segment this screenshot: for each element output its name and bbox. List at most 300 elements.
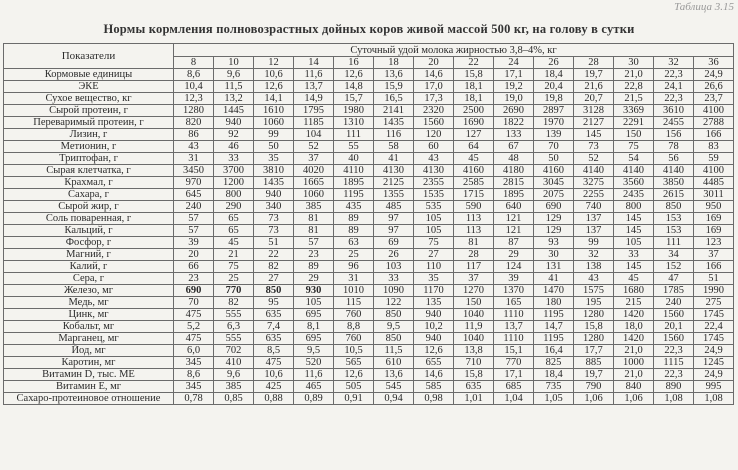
table-row — [4, 261, 734, 273]
value-cell: 0,89 — [294, 393, 334, 405]
value-cell: 0,98 — [414, 393, 454, 405]
value-cell: 475 — [174, 309, 214, 321]
value-cell: 1090 — [374, 285, 414, 297]
value-cell: 1,06 — [574, 393, 614, 405]
value-cell: 33 — [374, 273, 414, 285]
table-row — [4, 321, 734, 333]
value-cell: 22,3 — [654, 93, 694, 105]
value-cell: 57 — [174, 225, 214, 237]
value-cell: 56 — [654, 153, 694, 165]
value-cell: 50 — [254, 141, 294, 153]
value-cell: 1170 — [414, 285, 454, 297]
value-cell: 124 — [494, 261, 534, 273]
indicator-name: Кормовые единицы — [4, 69, 174, 81]
value-cell: 1420 — [614, 333, 654, 345]
value-cell: 950 — [694, 201, 734, 213]
value-cell: 29 — [294, 273, 334, 285]
yield-header-cell: 32 — [654, 57, 694, 69]
value-cell: 75 — [414, 237, 454, 249]
value-cell: 4130 — [414, 165, 454, 177]
value-cell: 145 — [614, 213, 654, 225]
value-cell: 1040 — [454, 333, 494, 345]
yield-header-cell: 8 — [174, 57, 214, 69]
value-cell: 240 — [174, 201, 214, 213]
value-cell: 26 — [374, 249, 414, 261]
value-cell: 2125 — [374, 177, 414, 189]
value-cell: 2320 — [414, 105, 454, 117]
value-cell: 30 — [534, 249, 574, 261]
value-cell: 475 — [254, 357, 294, 369]
value-cell: 970 — [174, 177, 214, 189]
value-cell: 65 — [214, 213, 254, 225]
value-cell: 485 — [374, 201, 414, 213]
value-cell: 215 — [614, 297, 654, 309]
value-cell: 123 — [694, 237, 734, 249]
value-cell: 6,3 — [214, 321, 254, 333]
value-cell: 92 — [214, 129, 254, 141]
value-cell: 385 — [294, 201, 334, 213]
value-cell: 13,7 — [494, 321, 534, 333]
table-row — [4, 213, 734, 225]
value-cell: 95 — [254, 297, 294, 309]
value-cell: 145 — [614, 261, 654, 273]
indicator-name: Кобальт, мг — [4, 321, 174, 333]
table-row — [4, 369, 734, 381]
value-cell: 1195 — [534, 309, 574, 321]
value-cell: 127 — [454, 129, 494, 141]
value-cell: 33 — [614, 249, 654, 261]
value-cell: 385 — [214, 381, 254, 393]
value-cell: 47 — [654, 273, 694, 285]
indicator-name: Витамин D, тыс. МЕ — [4, 369, 174, 381]
value-cell: 11,5 — [214, 81, 254, 93]
table-title: Нормы кормления полновозрастных дойных коров живой массой 500 кг, на голову в сутки — [103, 22, 635, 36]
value-cell: 1745 — [694, 333, 734, 345]
value-cell: 14,7 — [534, 321, 574, 333]
table-row — [4, 273, 734, 285]
value-cell: 1355 — [374, 189, 414, 201]
value-cell: 18,4 — [534, 69, 574, 81]
table-row — [4, 381, 734, 393]
value-cell: 800 — [614, 201, 654, 213]
value-cell: 885 — [574, 357, 614, 369]
value-cell: 115 — [334, 297, 374, 309]
value-cell: 145 — [574, 129, 614, 141]
value-cell: 8,6 — [174, 69, 214, 81]
value-cell: 57 — [294, 237, 334, 249]
value-cell: 9,6 — [214, 69, 254, 81]
table-row — [4, 177, 734, 189]
value-cell: 21,5 — [614, 93, 654, 105]
value-cell: 89 — [334, 213, 374, 225]
value-cell: 150 — [454, 297, 494, 309]
value-cell: 37 — [294, 153, 334, 165]
value-cell: 83 — [694, 141, 734, 153]
value-cell: 7,4 — [254, 321, 294, 333]
value-cell: 1435 — [254, 177, 294, 189]
value-cell: 345 — [174, 357, 214, 369]
value-cell: 137 — [574, 213, 614, 225]
value-cell: 73 — [254, 213, 294, 225]
value-cell: 1822 — [494, 117, 534, 129]
table-row — [4, 393, 734, 405]
value-cell: 23,7 — [694, 93, 734, 105]
value-cell: 940 — [414, 309, 454, 321]
value-cell: 6,0 — [174, 345, 214, 357]
value-cell: 27 — [254, 273, 294, 285]
value-cell: 585 — [414, 381, 454, 393]
value-cell: 22 — [254, 249, 294, 261]
indicator-name: Марганец, мг — [4, 333, 174, 345]
value-cell: 20,1 — [654, 321, 694, 333]
indicator-name: Сахаро-протеиновое отношение — [4, 393, 174, 405]
value-cell: 131 — [534, 261, 574, 273]
value-cell: 139 — [534, 129, 574, 141]
value-cell: 21 — [214, 249, 254, 261]
value-cell: 96 — [334, 261, 374, 273]
yield-header-cell: 14 — [294, 57, 334, 69]
value-cell: 0,85 — [214, 393, 254, 405]
table-row — [4, 201, 734, 213]
table-row — [4, 249, 734, 261]
table-row — [4, 309, 734, 321]
value-cell: 73 — [254, 225, 294, 237]
value-cell: 17,7 — [574, 345, 614, 357]
value-cell: 13,6 — [374, 69, 414, 81]
value-cell: 117 — [454, 261, 494, 273]
table-row — [4, 105, 734, 117]
value-cell: 138 — [574, 261, 614, 273]
value-cell: 4160 — [534, 165, 574, 177]
value-cell: 940 — [254, 189, 294, 201]
value-cell: 39 — [174, 237, 214, 249]
value-cell: 12,6 — [254, 81, 294, 93]
value-cell: 75 — [614, 141, 654, 153]
value-cell: 1420 — [614, 309, 654, 321]
value-cell: 1895 — [334, 177, 374, 189]
value-cell: 37 — [454, 273, 494, 285]
value-cell: 86 — [174, 129, 214, 141]
value-cell: 645 — [174, 189, 214, 201]
value-cell: 18,1 — [454, 81, 494, 93]
value-cell: 43 — [574, 273, 614, 285]
indicator-name: Фосфор, г — [4, 237, 174, 249]
value-cell: 2075 — [534, 189, 574, 201]
value-cell: 5,2 — [174, 321, 214, 333]
value-cell: 70 — [174, 297, 214, 309]
value-cell: 45 — [614, 273, 654, 285]
value-cell: 1060 — [294, 189, 334, 201]
indicator-name: Сырой протеин, г — [4, 105, 174, 117]
value-cell: 81 — [294, 225, 334, 237]
value-cell: 105 — [294, 297, 334, 309]
yield-header-cell: 26 — [534, 57, 574, 69]
value-cell: 2500 — [454, 105, 494, 117]
value-cell: 12,3 — [174, 93, 214, 105]
value-cell: 166 — [694, 129, 734, 141]
value-cell: 73 — [574, 141, 614, 153]
value-cell: 22,4 — [694, 321, 734, 333]
value-cell: 105 — [414, 213, 454, 225]
value-cell: 153 — [654, 225, 694, 237]
value-cell: 150 — [614, 129, 654, 141]
value-cell: 41 — [374, 153, 414, 165]
value-cell: 52 — [574, 153, 614, 165]
value-cell: 195 — [574, 297, 614, 309]
value-cell: 635 — [254, 333, 294, 345]
value-cell: 46 — [214, 141, 254, 153]
value-cell: 690 — [174, 285, 214, 297]
value-cell: 1110 — [494, 333, 534, 345]
value-cell: 69 — [374, 237, 414, 249]
value-cell: 16,5 — [374, 93, 414, 105]
table-row — [4, 69, 734, 81]
value-cell: 15,8 — [574, 321, 614, 333]
value-cell: 24,1 — [654, 81, 694, 93]
value-cell: 27 — [414, 249, 454, 261]
value-cell: 850 — [254, 285, 294, 297]
indicator-name: Сера, г — [4, 273, 174, 285]
value-cell: 590 — [454, 201, 494, 213]
value-cell: 1785 — [654, 285, 694, 297]
value-cell: 2291 — [614, 117, 654, 129]
table-row — [4, 285, 734, 297]
value-cell: 340 — [254, 201, 294, 213]
value-cell: 8,8 — [334, 321, 374, 333]
value-cell: 1185 — [294, 117, 334, 129]
value-cell: 4140 — [614, 165, 654, 177]
value-cell: 2127 — [574, 117, 614, 129]
value-cell: 75 — [214, 261, 254, 273]
value-cell: 740 — [574, 201, 614, 213]
value-cell: 22,3 — [654, 345, 694, 357]
value-cell: 59 — [694, 153, 734, 165]
value-cell: 23 — [174, 273, 214, 285]
value-cell: 22,3 — [654, 369, 694, 381]
value-cell: 565 — [334, 357, 374, 369]
value-cell: 81 — [454, 237, 494, 249]
value-cell: 156 — [654, 129, 694, 141]
value-cell: 0,78 — [174, 393, 214, 405]
value-cell: 19,7 — [574, 369, 614, 381]
yield-header-cell: 22 — [454, 57, 494, 69]
yield-header-cell: 36 — [694, 57, 734, 69]
value-cell: 410 — [214, 357, 254, 369]
value-cell: 166 — [694, 261, 734, 273]
value-cell: 10,6 — [254, 369, 294, 381]
value-cell: 153 — [654, 213, 694, 225]
value-cell: 113 — [454, 225, 494, 237]
table-row — [4, 225, 734, 237]
value-cell: 67 — [494, 141, 534, 153]
value-cell: 850 — [374, 333, 414, 345]
indicator-name: Соль поваренная, г — [4, 213, 174, 225]
value-cell: 2815 — [494, 177, 534, 189]
value-cell: 14,1 — [254, 93, 294, 105]
value-cell: 0,91 — [334, 393, 374, 405]
value-cell: 19,0 — [494, 93, 534, 105]
value-cell: 111 — [654, 237, 694, 249]
value-cell: 51 — [254, 237, 294, 249]
value-cell: 3128 — [574, 105, 614, 117]
value-cell: 4140 — [574, 165, 614, 177]
value-cell: 4100 — [694, 105, 734, 117]
table-row — [4, 297, 734, 309]
value-cell: 435 — [334, 201, 374, 213]
value-cell: 1560 — [654, 309, 694, 321]
value-cell: 790 — [574, 381, 614, 393]
value-cell: 702 — [214, 345, 254, 357]
value-cell: 4130 — [374, 165, 414, 177]
value-cell: 64 — [454, 141, 494, 153]
value-cell: 13,2 — [214, 93, 254, 105]
value-cell: 17,1 — [494, 369, 534, 381]
table-row — [4, 93, 734, 105]
value-cell: 3045 — [534, 177, 574, 189]
yield-header-cell: 10 — [214, 57, 254, 69]
value-cell: 14,8 — [334, 81, 374, 93]
value-cell: 555 — [214, 309, 254, 321]
value-cell: 3011 — [694, 189, 734, 201]
value-cell: 116 — [374, 129, 414, 141]
table-body — [4, 69, 734, 405]
value-cell: 1280 — [574, 333, 614, 345]
value-cell: 545 — [374, 381, 414, 393]
value-cell: 640 — [494, 201, 534, 213]
value-cell: 19,8 — [534, 93, 574, 105]
value-cell: 111 — [334, 129, 374, 141]
yield-header-cell: 18 — [374, 57, 414, 69]
value-cell: 1195 — [534, 333, 574, 345]
value-cell: 2455 — [654, 117, 694, 129]
value-cell: 48 — [494, 153, 534, 165]
value-cell: 81 — [294, 213, 334, 225]
value-cell: 8,6 — [174, 369, 214, 381]
value-cell: 1795 — [294, 105, 334, 117]
table-row — [4, 81, 734, 93]
value-cell: 1665 — [294, 177, 334, 189]
value-cell: 24,9 — [694, 69, 734, 81]
value-cell: 19,2 — [494, 81, 534, 93]
value-cell: 11,5 — [374, 345, 414, 357]
value-cell: 610 — [374, 357, 414, 369]
value-cell: 4180 — [494, 165, 534, 177]
value-cell: 11,9 — [454, 321, 494, 333]
value-cell: 41 — [534, 273, 574, 285]
indicator-name: Магний, г — [4, 249, 174, 261]
indicator-name: Сухое вещество, кг — [4, 93, 174, 105]
value-cell: 760 — [334, 333, 374, 345]
milk-yield-group-header: Суточный удой молока жирностью 3,8–4%, кг — [174, 44, 734, 57]
value-cell: 10,4 — [174, 81, 214, 93]
value-cell: 20,4 — [534, 81, 574, 93]
value-cell: 890 — [654, 381, 694, 393]
value-cell: 37 — [694, 249, 734, 261]
value-cell: 2690 — [494, 105, 534, 117]
value-cell: 1280 — [174, 105, 214, 117]
indicator-name: Крахмал, г — [4, 177, 174, 189]
value-cell: 1195 — [334, 189, 374, 201]
value-cell: 1690 — [454, 117, 494, 129]
value-cell: 2788 — [694, 117, 734, 129]
value-cell: 345 — [174, 381, 214, 393]
value-cell: 110 — [414, 261, 454, 273]
value-cell: 1715 — [454, 189, 494, 201]
value-cell: 3369 — [614, 105, 654, 117]
value-cell: 290 — [214, 201, 254, 213]
value-cell: 17,1 — [494, 69, 534, 81]
value-cell: 11,6 — [294, 69, 334, 81]
value-cell: 425 — [254, 381, 294, 393]
value-cell: 535 — [414, 201, 454, 213]
value-cell: 34 — [654, 249, 694, 261]
indicator-name: Железо, мг — [4, 285, 174, 297]
value-cell: 695 — [294, 333, 334, 345]
value-cell: 31 — [174, 153, 214, 165]
value-cell: 995 — [694, 381, 734, 393]
value-cell: 930 — [294, 285, 334, 297]
value-cell: 820 — [174, 117, 214, 129]
value-cell: 19,7 — [574, 69, 614, 81]
value-cell: 825 — [534, 357, 574, 369]
yield-header-cell: 30 — [614, 57, 654, 69]
value-cell: 695 — [294, 309, 334, 321]
value-cell: 63 — [334, 237, 374, 249]
value-cell: 2141 — [374, 105, 414, 117]
value-cell: 169 — [694, 213, 734, 225]
indicator-name: Йод, мг — [4, 345, 174, 357]
value-cell: 50 — [534, 153, 574, 165]
value-cell: 1000 — [614, 357, 654, 369]
value-cell: 152 — [654, 261, 694, 273]
indicator-name: Переваримый протеин, г — [4, 117, 174, 129]
indicator-name: Медь, мг — [4, 297, 174, 309]
value-cell: 22,8 — [614, 81, 654, 93]
value-cell: 15,9 — [374, 81, 414, 93]
value-cell: 3850 — [654, 177, 694, 189]
table-row — [4, 345, 734, 357]
indicator-name: Триптофан, г — [4, 153, 174, 165]
table-row — [4, 189, 734, 201]
value-cell: 1,06 — [614, 393, 654, 405]
value-cell: 103 — [374, 261, 414, 273]
value-cell: 940 — [414, 333, 454, 345]
value-cell: 21,6 — [574, 81, 614, 93]
value-cell: 89 — [334, 225, 374, 237]
value-cell: 32 — [574, 249, 614, 261]
value-cell: 82 — [254, 261, 294, 273]
value-cell: 16,4 — [534, 345, 574, 357]
value-cell: 39 — [494, 273, 534, 285]
value-cell: 24,9 — [694, 369, 734, 381]
value-cell: 1990 — [694, 285, 734, 297]
value-cell: 20,7 — [574, 93, 614, 105]
value-cell: 99 — [254, 129, 294, 141]
value-cell: 66 — [174, 261, 214, 273]
value-cell: 58 — [374, 141, 414, 153]
value-cell: 33 — [214, 153, 254, 165]
value-cell: 21,0 — [614, 345, 654, 357]
value-cell: 129 — [534, 213, 574, 225]
value-cell: 1,08 — [654, 393, 694, 405]
value-cell: 99 — [574, 237, 614, 249]
value-cell: 8,5 — [254, 345, 294, 357]
value-cell: 12,6 — [334, 69, 374, 81]
value-cell: 10,6 — [254, 69, 294, 81]
value-cell: 180 — [534, 297, 574, 309]
value-cell: 129 — [534, 225, 574, 237]
value-cell: 14,6 — [414, 69, 454, 81]
